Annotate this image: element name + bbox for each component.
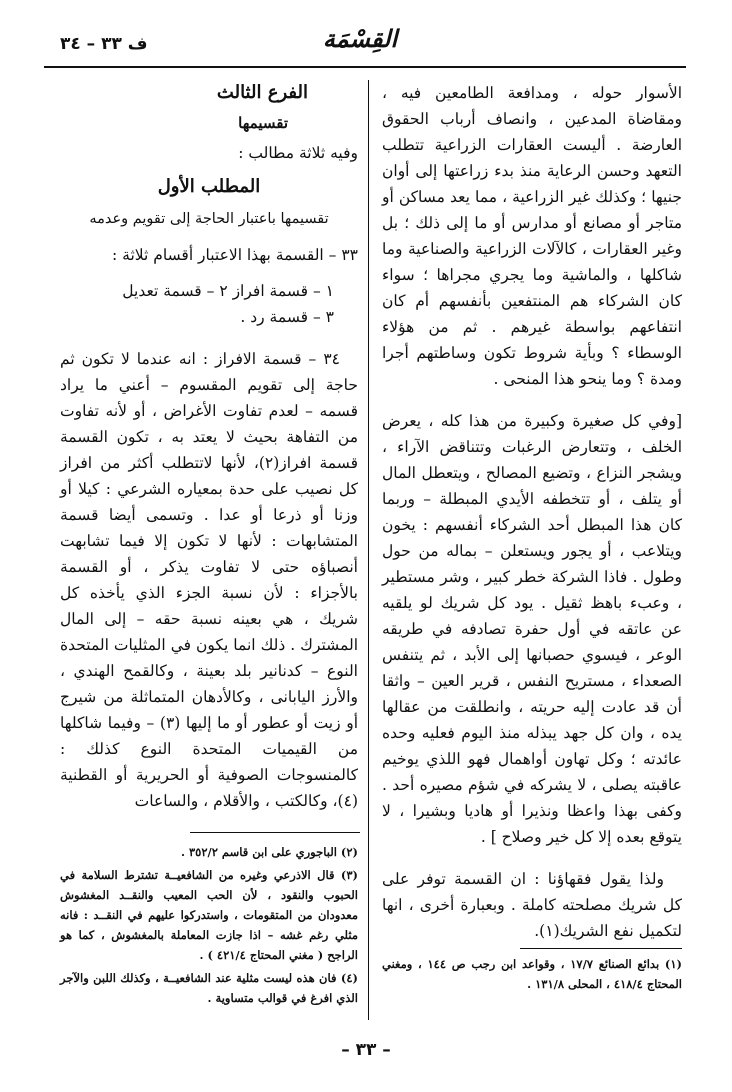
page-reference: ف ٣٣ – ٣٤ bbox=[60, 34, 148, 54]
right-paragraph-2: [وفي كل صغيرة وكبيرة من هذا كله ، يعرض الخلف ، وتتعارض الرغبات وتتناقض الآراء ، ويشجر النزاع ، وتضيع المصالح ، ويتعطل المال أو يتلف ، أو تتخطفه الأيدي المبطلة – وربما كان هذا المبطل أحد الشركاء أنفسهم : يخون ويتلاعب ، أو يجور ويستعلن – بماله من حول وطول . فاذا الشركة خطر كبير ، وشر مستطير ، وعبء باهظ ثقيل . يود كل شريك لو يلقيه عن عاتقه في أول حفرة تصادفه في طريقه الوعر ، فيسوي حصبانها إلى الأبد ، ثم يتنفس الصعداء ، مستريح النفس ، قرير العين – واثقا أن قد عادت إليه حريته ، وانطلقت من عقالها يده ، وان كل جهد يبذله منذ اليوم فعليه وحده عائدته ؛ وكل تهاون أواهمال فهو اللذي يوخيم عاقبته يصلى ، لا يشركه في شؤم مصيره أحد . وكفى بهذا واعظا ونذيرا أو هاديا وبشيرا ، لا يتوقع بعده إلا كل خير وصلاح ] . bbox=[382, 412, 682, 846]
footnote-rule-left bbox=[190, 832, 360, 833]
branch-title: الفرع الثالث bbox=[216, 82, 308, 103]
requirement-title: المطلب الأول bbox=[157, 176, 261, 197]
right-column bbox=[382, 80, 682, 954]
right-paragraph-3: ولذا يقول فقهاؤنا : ان القسمة توفر على كل شريك مصلحته كاملة . وبعبارة أخرى ، انها لتكميل نفع الشريك(١). bbox=[382, 870, 682, 940]
footnote: (٤) فان هذه ليست مثلية عند الشافعيــة ، وكذلك اللبن والآجر الذي افرغ في قوالب متساوية . bbox=[60, 971, 358, 1005]
requirement-subtitle: تقسيمها باعتبار الحاجة إلى تقويم وعدمه bbox=[89, 211, 329, 227]
page-number: – ٣٣ – bbox=[341, 1040, 391, 1060]
branch-subtitle: تقسيمها bbox=[238, 114, 288, 132]
column-divider bbox=[368, 80, 369, 1020]
list-item: ١ – قسمة افراز ٢ – قسمة تعديل bbox=[122, 282, 334, 300]
footnote: (٢) الباجوري على ابن قاسم ٣٥٢/٢ . bbox=[180, 845, 358, 859]
section-intro: وفيه ثلاثة مطالب : bbox=[238, 144, 358, 162]
left-column bbox=[60, 80, 358, 824]
footnote: (١) بدائع الصنائع ١٧/٧ ، وقواعد ابن رجب ص ١٤٤ ، ومغني المحتاج ٤١٨/٤ ، المحلى ١٣١/٨ . bbox=[382, 957, 682, 991]
paragraph-33: ٣٣ – القسمة بهذا الاعتبار أقسام ثلاثة : bbox=[112, 246, 358, 264]
header-rule bbox=[44, 66, 686, 68]
footnote: (٣) قال الاذرعي وغيره من الشافعيــة تشترط السلامة في الحبوب والنقود ، لأن الحب المعيب والنقــد المغشوش معدودان من المتقومات ، واستدركوا عليهم في النقــد : فانه مثلي رغم غشه – اذا جازت المعاملة بالمغشوش ، كما هو الراجح ( مغني المحتاج ٤٢١/٤ ) . bbox=[60, 868, 358, 962]
footnotes-left bbox=[60, 842, 358, 1011]
footnote-rule-right bbox=[520, 948, 682, 949]
paragraph-34: ٣٤ – قسمة الافراز : انه عندما لا تكون ثم حاجة إلى تقويم المقسوم – أعني ما يراد قسمه – لعدم تفاوت الأغراض ، أو لأنه تفاوت من التفاهة بحيث لا يعتد به ، تكون القسمة قسمة افراز(٢)، لأنها لاتتطلب أكثر من افراز كل نصيب على حدة بمعياره الشرعي : كيلا أو وزنا أو ذرعا أو عدا . وتسمى أيضا قسمة المتشابهات : لأنها لا تكون إلا فيما تشابهت أنصباؤه حتى لا تفاوت يذكر ، أو القسمة بالأجزاء : لأن نسبة الجزء الذي يأخذه كل شريك ، هي بعينه نسبة حقه – إلى المال المشترك . ذلك انما يكون في المثليات المتحدة النوع – كدنانير بلد بعينة ، وكالقمح الهندي ، والأرز اليابانى ، وكالأدهان المتماثلة من شيرج أو زيت أو عطور أو ما إليها (٣) – وفيما شاكلها من القيميات المتحدة النوع كذلك : كالمنسوجات الصوفية أو الحريرية أو القطنية (٤)، وكالكتب ، والأقلام ، والساعات bbox=[60, 350, 359, 810]
running-head-title: القِسْمَة bbox=[322, 24, 398, 53]
footnotes-right bbox=[382, 954, 682, 997]
list-item: ٣ – قسمة رد . bbox=[240, 308, 334, 326]
right-paragraph-1: الأسوار حوله ، ومدافعة الطامعين فيه ، ومقاضاة المدعين ، وانصاف أرباب الحقوق العارضة . أليست العقارات الزراعية تتطلب التعهد وحسن الرعاية منذ بدء زراعتها إلى أوان جنيها ؛ وكذلك غير الزراعية ، مما يعد مساكن أو متاجر أو مصانع أو مدارس أو ما إلى ذلك ؛ بل وغير العقارات ، كالآلات الزراعية والصناعية وما شاكلها ، والماشية وما يجري مجراها ؛ سواء كان الشركاء هم المنتفعين بأنفسهم أم كان انتفاعهم بواسطة غيرهم . ثم من هؤلاء الوسطاء ؟ وبأية شروط تكون وساطتهم أجرا ومدة ؟ وما ينحو هذا المنحى . bbox=[382, 84, 682, 388]
